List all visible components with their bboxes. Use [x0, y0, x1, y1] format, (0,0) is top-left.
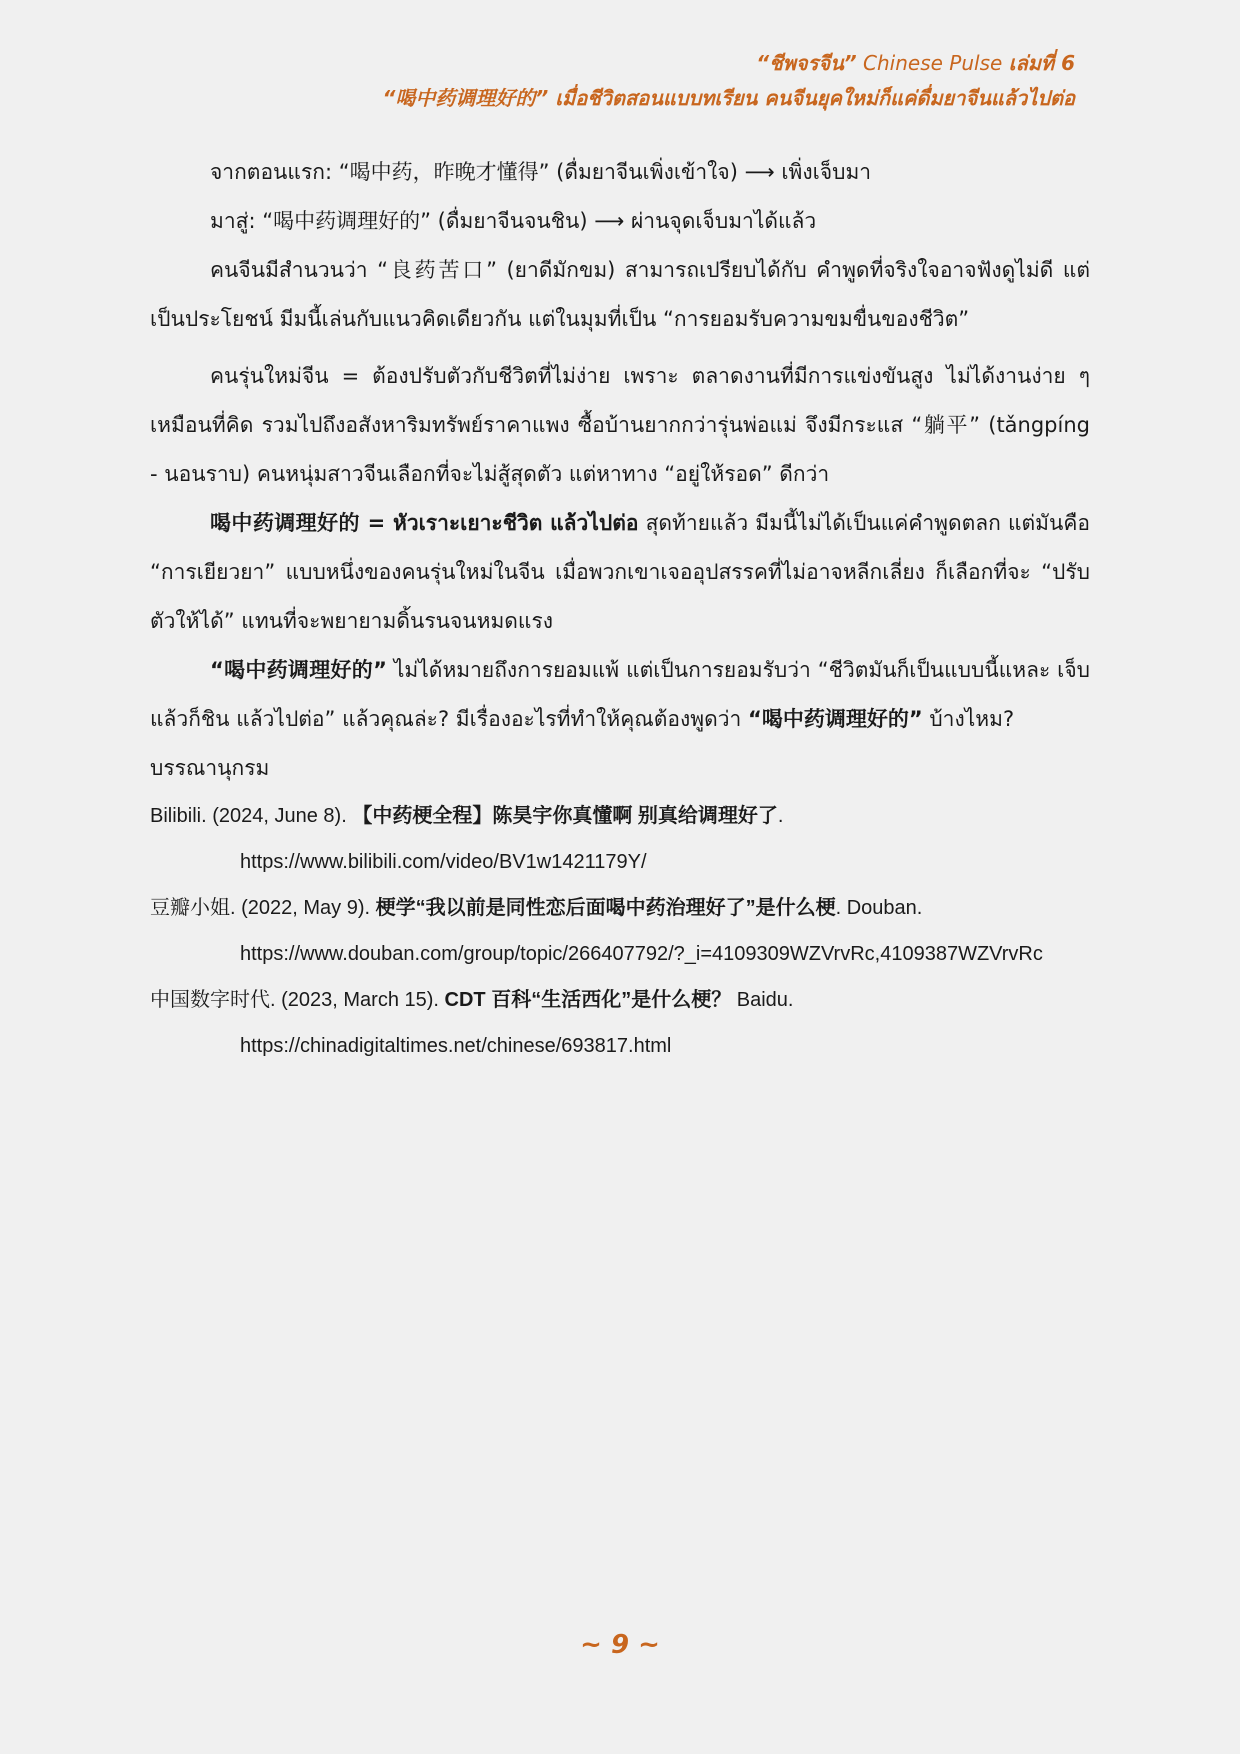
- header-title: “喝中药调理好的” เมื่อชีวิตสอนแบบทเรียน คนจีนยุคใหม่ก็แค่ดื่มยาจีนแล้วไปต่อ: [382, 86, 1075, 110]
- article-body: [150, 148, 1090, 1069]
- body-line-1: จากตอนแรก: “喝中药，昨晚才懂得” (ดื่มยาจีนเพิ่งเข้าใจ) ⟶ เพิ่งเจ็บมา: [210, 160, 872, 184]
- reference-item: [150, 977, 1090, 1023]
- header-line-1: [382, 48, 1075, 78]
- reference-url[interactable]: https://chinadigitaltimes.net/chinese/693817.html: [240, 1035, 672, 1057]
- reference-title: 梗学“我以前是同性恋后面喝中药治理好了”是什么梗: [375, 897, 836, 919]
- page-header: [382, 48, 1075, 118]
- paragraph-3-bold: 喝中药调理好的 = หัวเราะเยาะชีวิต แล้วไปต่อ: [210, 511, 639, 535]
- reference-url[interactable]: https://www.bilibili.com/video/BV1w1421179Y/: [240, 851, 647, 873]
- body-line-2: มาสู่: “喝中药调理好的” (ดื่มยาจีนจนชิน) ⟶ ผ่านจุดเจ็บมาได้แล้ว: [210, 209, 817, 233]
- references-heading: บรรณานุกรม: [150, 756, 270, 780]
- reference-item: [150, 885, 1090, 931]
- reference-author: Bilibili. (2024, June 8).: [150, 805, 353, 827]
- paragraph-4-bold-1: “喝中药调理好的”: [210, 658, 387, 682]
- body-paragraph-1: คนจีนมีสำนวนว่า “良药苦口” (ยาดีมักขม) สามารถเปรียบได้กับ คำพูดที่จริงใจอาจฟังดูไม่ดี แต่เป็นประโยชน์ มีมนี้เล่นกับแนวคิดเดียวกัน แต่ในมุมที่เป็น “การยอมรับความขมขื่นของชีวิต”: [150, 258, 1090, 331]
- reference-source: .: [777, 805, 784, 827]
- header-subtitle: Chinese Pulse: [863, 51, 1003, 75]
- reference-item: [150, 793, 1090, 839]
- paragraph-4-end: บ้างไหม?: [922, 707, 1015, 731]
- paragraph-4-bold-2: “喝中药调理好的”: [748, 707, 923, 731]
- reference-title: CDT 百科“生活西化”是什么梗？: [444, 989, 732, 1011]
- body-paragraph-4: [150, 646, 1090, 744]
- reference-title: 【中药梗全程】陈昊宇你真懂啊 别真给调理好了: [352, 805, 778, 827]
- reference-url[interactable]: https://www.douban.com/group/topic/266407792/?_i=4109309WZVrvRc,4109387WZVrvRc: [240, 943, 1043, 965]
- paragraph-3-text: สุดท้ายแล้ว มีมนี้ไม่ได้เป็นแค่คำพูดตลก แต่มันคือ “การเยียวยา” แบบหนึ่งของคนรุ่นใหม่ในจีน เมื่อพวกเขาเจออุปสรรคที่ไม่อาจหลีกเลี่ยง ก็เลือกที่จะ “ปรับตัวให้ได้” แทนที่จะพยายามดิ้นรนจนหมดแรง: [150, 511, 1091, 633]
- reference-author: 中国数字时代. (2023, March 15).: [150, 989, 445, 1011]
- reference-author: 豆瓣小姐. (2022, May 9).: [150, 897, 376, 919]
- reference-source: . Douban.: [835, 897, 923, 919]
- body-paragraph-2: คนรุ่นใหม่จีน = ต้องปรับตัวกับชีวิตที่ไม่ง่าย เพราะ ตลาดงานที่มีการแข่งขันสูง ไม่ได้งานง่าย ๆ เหมือนที่คิด รวมไปถึงอสังหาริมทรัพย์ราคาแพง ซื้อบ้านยากกว่ารุ่นพ่อแม่ จึงมีกระแส “躺平” (tǎngpíng - นอนราบ) คนหนุ่มสาวจีนเลือกที่จะไม่สู้สุดตัว แต่หาทาง “อยู่ให้รอด” ดีกว่า: [150, 364, 1090, 486]
- body-paragraph-3: [150, 499, 1090, 646]
- header-issue: เล่มที่ 6: [1008, 51, 1075, 75]
- paragraph-4-text: ไม่ได้หมายถึงการยอมแพ้ แต่เป็นการยอมรับว่า “ชีวิตมันก็เป็นแบบนี้แหละ เจ็บแล้วก็ชิน แล้วไปต่อ” แล้วคุณล่ะ? มีเรื่องอะไรที่ทำให้คุณต้องพูดว่า: [150, 658, 1090, 731]
- page-number: ~ 9 ~: [580, 1630, 660, 1660]
- header-brand: “ชีพจรจีน”: [756, 51, 857, 75]
- reference-source: Baidu.: [731, 989, 794, 1011]
